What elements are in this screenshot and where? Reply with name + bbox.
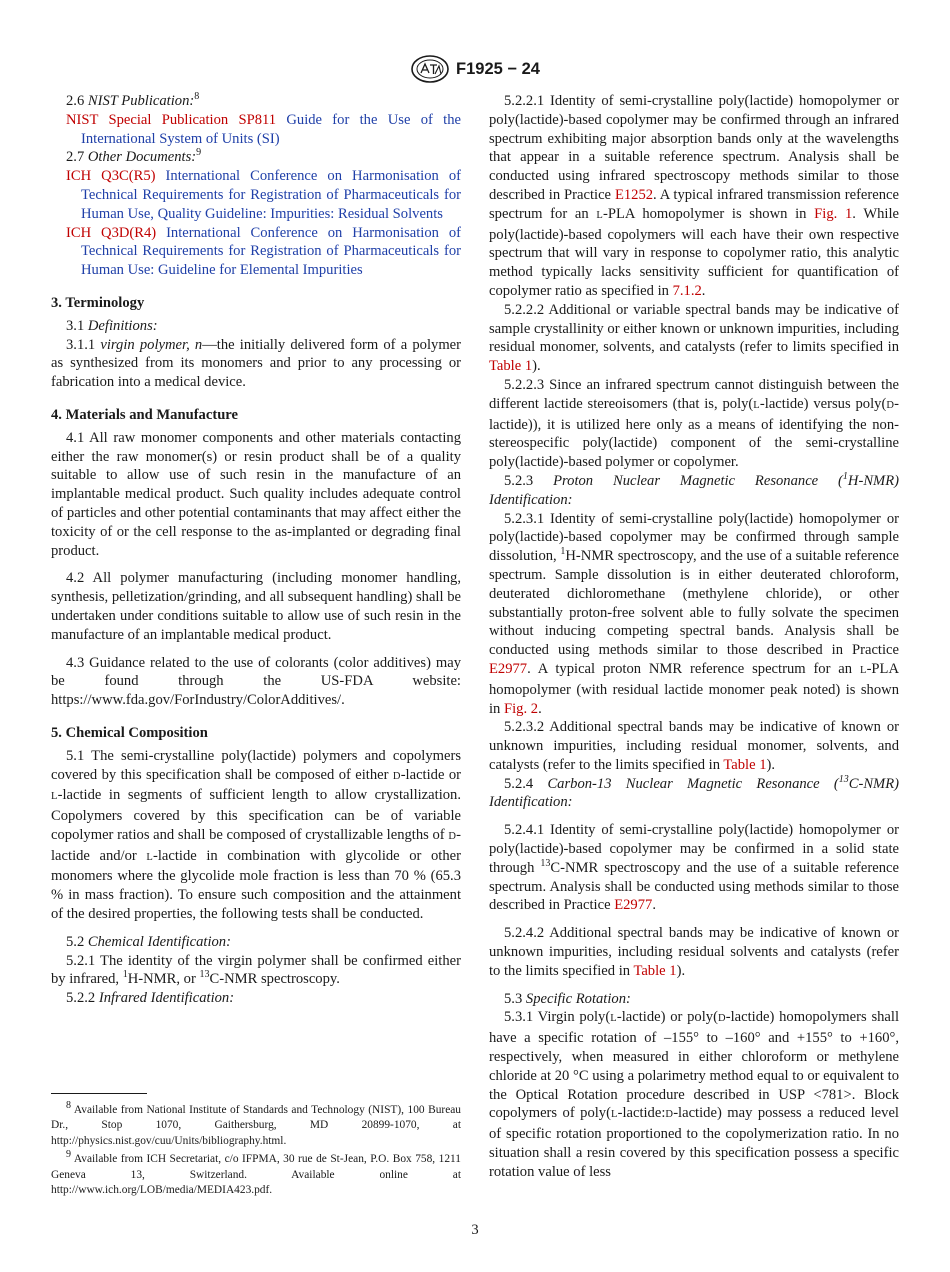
- reference-title-link[interactable]: Guide for the Use of the International System of Units (SI): [81, 111, 461, 147]
- table-link[interactable]: Table 1: [633, 962, 677, 979]
- section-5-2-3: 5.2.3 Proton Nuclear Magnetic Resonance ($^1$H-NMR) Identification:: [489, 471, 899, 508]
- paragraph-4-3: 4.3 Guidance related to the use of colorants (color additives) may be found through the US-FDA website: https://www.fda.gov/ForIndustry/ColorAdditives/.: [51, 654, 461, 709]
- table-link[interactable]: Table 1: [723, 756, 767, 773]
- astm-logo: [410, 54, 450, 84]
- paragraph-5-2-3-1: 5.2.3.1 Identity of semi-crystalline poly(lactide) homopolymer or poly(lactide)-based copolymer may be confirmed through sample dissolution, $^1$H-NMR spectroscopy, and the use of a suitable reference spectrum. Sample dissolution is in either deuterated chloroform, deuterated dichloromethane (methylene chloride), or other substantially proton-free solvent able to fully solvate the specimen without inducing competing spectral bands. Analysis shall be conducted using methods similar to those described in Practice E2977. A typical proton NMR reference spectrum for an L-PLA homopolymer (with residual lactide monomer peak noted) is shown in Fig. 2.: [489, 510, 899, 717]
- paragraph-5-2-2-3: 5.2.2.3 Since an infrared spectrum cannot distinguish between the different lactide stereoisomers (that is, poly(L-lactide) versus poly(D-lactide)), it is utilized here only as a means of identifying the non-stereospecific poly(lactide) component of the semi-crystalline poly(lactide)-based polymer or copolymer.: [489, 376, 899, 471]
- reference-ich-q3c: [51, 167, 461, 223]
- heading-terminology: 3. Terminology: [51, 294, 145, 311]
- paragraph-5-2-4-2: 5.2.4.2 Additional spectral bands may be indicative of known or unknown impurities, including residual solvents and catalysts (refer to the limits specified in Table 1).: [489, 925, 899, 979]
- section-2-7: 2.7 Other Documents:$^9$: [66, 147, 202, 166]
- section-5-3: 5.3 Specific Rotation:: [504, 990, 631, 1007]
- reference-ich-q3d: [51, 224, 461, 280]
- reference-code-link[interactable]: NIST Special Publication SP811: [66, 111, 277, 128]
- section-link[interactable]: 7.1.2: [672, 282, 702, 299]
- practice-link[interactable]: E2977: [614, 897, 653, 914]
- heading-materials: 4. Materials and Manufacture: [51, 406, 238, 423]
- reference-code-link[interactable]: ICH Q3D(R4): [66, 224, 157, 241]
- section-5-2-2: 5.2.2 Infrared Identification:: [66, 990, 235, 1007]
- footnote-divider: [51, 1093, 147, 1094]
- table-link[interactable]: Table 1: [489, 358, 533, 375]
- document-id: F1925 − 24: [456, 59, 540, 78]
- paragraph-5-3-1: 5.3.1 Virgin poly(L-lactide) or poly(D-lactide) homopolymers shall have a specific rotation of –155° to –160° and +155° to +160°, respectively, when measured in either chloroform or methylene chloride at 20 °C using a polarimetry method equal to or equivalent to the Optical Rotation procedure described in USP <781>. Block copolymers of poly(L-lactide:D-lactide) may possess a reduced level of specific rotation proportioned to the copolymerization ratio. In no situation shall a resin covered by this specification possess a specific rotation value of less: [489, 1009, 900, 1180]
- practice-link[interactable]: E1252: [614, 186, 654, 203]
- page-header: [0, 54, 950, 86]
- section-2-6: 2.6 NIST Publication:$^8$: [66, 91, 200, 109]
- paragraph-5-2-4-1: 5.2.4.1 Identity of semi-crystalline poly(lactide) homopolymer or poly(lactide)-based copolymer may be confirmed in a solid state through $^{13}$C-NMR spectroscopy and the use of a suitable reference spectrum. Analysis shall be conducted using methods similar to those described in Practice E2977.: [489, 822, 899, 914]
- paragraph-5-1: 5.1 The semi-crystalline poly(lactide) polymers and copolymers covered by this specification shall be composed of either D-lactide or L-lactide in segments of sufficient length to allow crystallization. Copolymers covered by this specification can be of variable copolymer ratios and shall be composed of crystallizable lengths of D-lactide and/or L-lactide in combination with glycolide or other monomers where the glycolide mole fraction is less than 70 % (65.3 % in mass fraction). To ensure such composition and the attainment of the desired properties, the following tests shall be conducted.: [51, 747, 461, 923]
- footnotes: [51, 1093, 461, 1198]
- practice-link[interactable]: E2977: [489, 660, 528, 677]
- figure-link[interactable]: Fig. 1: [814, 205, 853, 222]
- reference-title-link[interactable]: International Conference on Harmonisation of Technical Requirements for Registration of Pharmaceuticals for Human Use: Guideline for Elemental Impurities: [81, 224, 461, 279]
- left-column: [51, 92, 461, 1008]
- section-5-2: 5.2 Chemical Identification:: [66, 933, 231, 950]
- heading-chemical-composition: 5. Chemical Composition: [51, 724, 208, 741]
- section-3-1-1: 3.1.1 virgin polymer, n—the initially delivered form of a polymer as synthesized from its monomers and prior to any processing or fabrication into a medical device.: [51, 336, 462, 391]
- footnote-9: $^9$ Available from ICH Secretariat, c/o IFPMA, 30 rue de St-Jean, P.O. Box 758, 1211 Geneva 13, Switzerland. Available online at http://www.ich.org/LOB/media/MEDIA423.pdf.: [51, 1149, 461, 1197]
- section-5-2-4: 5.2.4 Carbon-13 Nuclear Magnetic Resonance ($^{13}$C-NMR) Identification:: [489, 773, 899, 811]
- paragraph-5-2-3-2: 5.2.3.2 Additional spectral bands may be indicative of known or unknown impurities, including residual monomer, solvents, and catalysts (refer to the limits specified in Table 1).: [489, 719, 899, 773]
- reference-title-link[interactable]: International Conference on Harmonisation of Technical Requirements for Registration of Pharmaceuticals for Human Use, Quality Guideline: Impurities: Residual Solvents: [81, 168, 461, 222]
- section-3-1: 3.1 Definitions:: [66, 317, 158, 334]
- page-number: 3: [471, 1222, 479, 1238]
- paragraph-5-2-2-1: 5.2.2.1 Identity of semi-crystalline poly(lactide) homopolymer or poly(lactide)-based copolymer may be confirmed through an infrared spectrum exhibiting major absorption bands only at the wavelengths that appear in a suitable reference spectrum. Analysis shall be conducted using infrared spectroscopy methods similar to those described in Practice E1252. A typical infrared transmission reference spectrum for an L-PLA homopolymer is shown in Fig. 1. While poly(lactide)-based copolymers will each have their own respective spectrum that will vary in response to copolymer ratio, this analytic method typically lacks sensitivity sufficient for quantification of copolymer ratio as specified in 7.1.2.: [489, 93, 900, 299]
- paragraph-5-2-2-2: 5.2.2.2 Additional or variable spectral bands may be indicative of sample crystallinity or either known or unknown impurities, including residual monomer, solvents, and catalysts (refer to limits specified in Table 1).: [489, 301, 899, 375]
- paragraph-4-2: 4.2 All polymer manufacturing (including monomer handling, synthesis, pelletization/grinding, and all subsequent handling) shall be undertaken under conditions suitable to allow use of such resin in the manufacture of an implantable medical product.: [51, 570, 461, 643]
- reference-code-link[interactable]: ICH Q3C(R5): [66, 168, 156, 185]
- figure-link[interactable]: Fig. 2: [504, 700, 539, 717]
- paragraph-4-1: 4.1 All raw monomer components and other materials contacting either the raw monomer(s) or resin product shall be of a quality suitable to allow use of such resin in the manufacture of an implantable medical product. Such quality includes adequate control of particles and other potential contaminants that may affect either the toxicity of or the cell response to the as-implanted or degrading final product.: [51, 429, 461, 559]
- paragraph-5-2-1: 5.2.1 The identity of the virgin polymer shall be confirmed either by infrared, $^1$H-NMR, or $^{13}$C-NMR spectroscopy.: [51, 952, 461, 988]
- right-column: [489, 92, 899, 1182]
- footnote-8: $^8$ Available from National Institute of Standards and Technology (NIST), 100 Bureau Dr., Stop 1070, Gaithersburg, MD 20899-1070, at http://physics.nist.gov/cuu/Units/bibliography.html.: [51, 1100, 461, 1147]
- reference-nist-sp811: [51, 111, 461, 149]
